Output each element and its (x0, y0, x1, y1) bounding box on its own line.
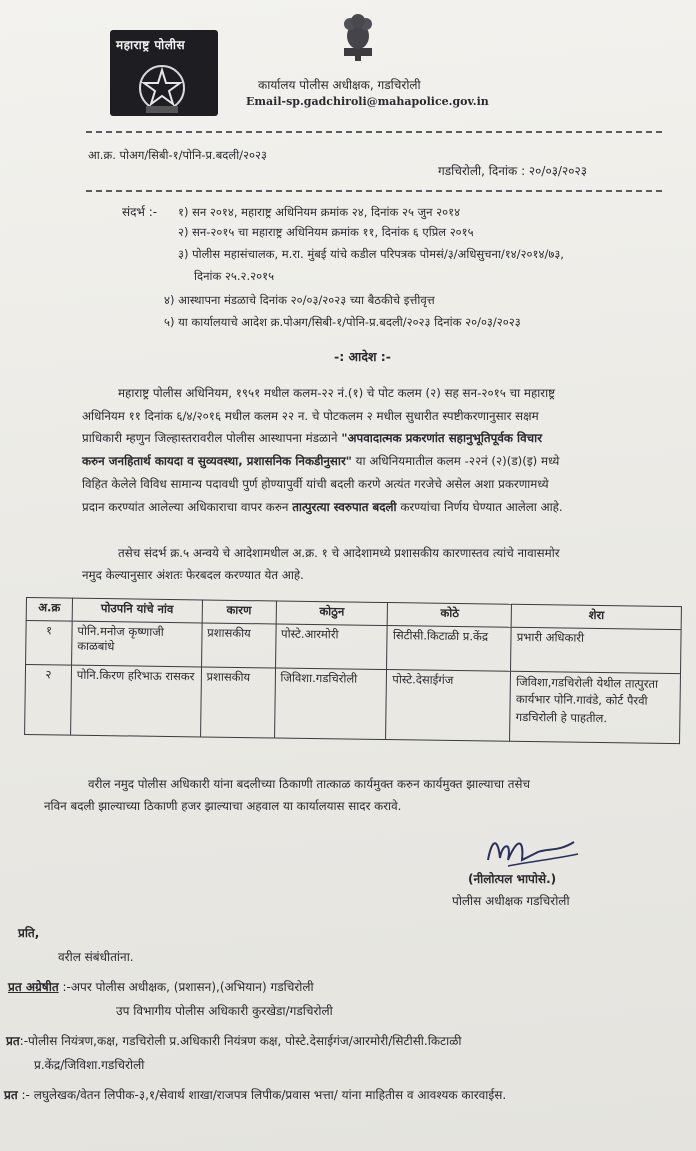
police-logo (110, 30, 218, 116)
header-divider (86, 131, 662, 133)
cc-line (8, 978, 314, 995)
reference-item: ४) आस्थापना मंडळाचे दिनांक २०/०३/२०२३ च्या बैठकीचे इत्तीवृत्त (164, 293, 435, 307)
table-cell: पोस्टे.आरमोरी (275, 624, 387, 670)
body-line: नमुद केल्यानुसार अंशतः फेरबदल करण्यात येत आहे. (82, 568, 304, 582)
table-cell: १ (26, 621, 73, 666)
signatory-designation: पोलीस अधीक्षक गडचिरोली (452, 894, 570, 908)
table-cell: प्रशासकीय (201, 623, 276, 668)
transfer-table (24, 597, 682, 744)
reference-item: २) सन-२०१५ चा महाराष्ट्र अधिनियम क्रमांक ११, दिनांक ६ एप्रिल २०१५ (178, 225, 474, 239)
reference-item: दिनांक २५.२.२०१५ (194, 269, 275, 283)
column-header: कोठे (388, 603, 512, 628)
table-cell: प्रभारी अधिकारी (511, 627, 681, 673)
police-star-icon (110, 30, 218, 116)
body-text: करण्यांचा निर्णय घेण्यात आलेला आहे. (396, 500, 563, 514)
header-divider-2 (86, 190, 662, 192)
reference-number: आ.क्र. पोअग/सिबी-१/पोनि-प्र.बदली/२०२३ (88, 148, 267, 162)
prati-label: प्रति, (18, 926, 40, 940)
cc-line-2: उप विभागीय पोलीस अधिकारी कुरखेडा/गडचिरोली (116, 1004, 333, 1018)
body-line: अधिनियम ११ दिनांक ६/४/२०१६ मधील कलम २२ न. चे पोटकलम २ मधील सुधारीत स्पष्टीकरणानुसार सक्षम (82, 409, 539, 423)
body-line (82, 453, 559, 469)
copy-line-2: प्र.केंद्र/जिविशा.गडचिरोली (34, 1058, 145, 1072)
column-header: कोठुन (276, 601, 388, 626)
copy-label: प्रत (6, 1034, 20, 1048)
table-cell: पोनि.किरण हरिभाऊ रासकर (71, 665, 202, 737)
body-line: तसेच संदर्भ क्र.५ अन्वये चे आदेशामधील अ.क्र. १ चे आदेशामध्ये प्रशासकीय कारणास्तव त्यांचे नावासमोर (118, 546, 560, 560)
table-cell: सिटीसी.किटाळी प्र.केंद्र (387, 626, 511, 672)
office-name: कार्यालय पोलीस अधीक्षक, गडचिरोली (258, 78, 421, 92)
column-header: पोउपनि यांचे नांव (72, 598, 202, 623)
body-emphasis: करुन जनहितार्थ कायदा व सुव्यवस्था, प्रशासनिक निकडीनुसार" (82, 454, 352, 468)
body-text: प्रदान करण्यांत आलेल्या अधिकाराचा वापर करुन (82, 500, 289, 514)
body-emphasis: "अपवादात्मक प्रकरणांत सहानुभूतिपूर्वक विचार (341, 431, 543, 445)
ashoka-emblem-icon (338, 12, 378, 62)
column-header: अ.क्र (26, 598, 72, 622)
table-row (25, 665, 681, 744)
copy-label-2: प्रत (4, 1088, 18, 1102)
table-cell: प्रशासकीय (200, 667, 275, 738)
copy-line-3 (4, 1086, 506, 1103)
body-line (82, 499, 563, 515)
signatory-name: (नीलोत्पल भापोसे.) (468, 872, 557, 886)
body-emphasis: तात्पुरत्या स्वरुपात बदली (292, 500, 397, 514)
table-cell: पोस्टे.देसाईगंज (386, 670, 511, 742)
signature-scribble (478, 830, 588, 874)
table-cell: २ (25, 665, 72, 736)
table-cell: जिविशा,गडचिरोली येथील तात्पुरता कार्यभार पोनि.गावंडे, कोर्ट पैरवी गडचिरोली हे पाहतील. (510, 671, 681, 743)
body-line: नविन बदली झाल्याच्या ठिकाणी हजर झाल्याचा अहवाल या कार्यालयास सादर करावे. (44, 799, 402, 813)
logo-title: महाराष्ट्र पोलीस (116, 38, 186, 52)
addressee: वरील संबंधीतांना. (58, 950, 134, 964)
body-line: विहित केलेले विविध सामान्य पदावधी पुर्ण होण्यापुर्वी यांची बदली करणे अत्यंत गरजेचे असेल अशा प्रकरणामध्ये (82, 477, 549, 491)
copy-text: :-पोलीस नियंत्रण,कक्ष, गडचिरोली प्र.अधिकारी नियंत्रण कक्ष, पोस्टे.देसाईगंज/आरमोरी/सिटीसी.किटाळी (19, 1034, 462, 1048)
table-cell: जिविशा.गडचिरोली (274, 668, 387, 740)
body-text: या अधिनियमातील कलम -२२नं (२)(ड)(इ) मध्ये (351, 454, 560, 468)
copy-line (6, 1032, 461, 1049)
office-email: Email-sp.gadchiroli@mahapolice.gov.in (246, 95, 489, 108)
reference-item: ५) या कार्यालयाचे आदेश क्र.पोअग/सिबी-१/पोनि-प्र.बदली/२०२३ दिनांक २०/०३/२०२३ (164, 315, 521, 329)
cc-text: :-अपर पोलीस अधीक्षक, (प्रशासन),(अभियान) गडचिरोली (62, 980, 314, 994)
references-label: संदर्भ :- (122, 205, 158, 219)
copy-text-2: :- लघुलेखक/वेतन लिपीक-३,१/सेवार्थ शाखा/राजपत्र लिपीक/प्रवास भत्ता/ यांना माहितीस व आवश्यक कारवाईस. (21, 1088, 507, 1102)
reference-item: ३) पोलीस महासंचालक, म.रा. मुंबई यांचे कडील परिपत्रक पोमसं/३/अधिसुचना/१४/२०१४/७३, (178, 247, 564, 261)
column-header: कारण (202, 600, 276, 624)
body-text: प्राधिकारी म्हणुन जिल्हास्तरावरील पोलीस आस्थापना मंडळाने (82, 431, 338, 445)
cc-label: प्रत अग्रेषीत (8, 980, 59, 994)
place-date: गडचिरोली, दिनांक : २०/०३/२०२३ (438, 164, 587, 178)
body-line: महाराष्ट्र पोलीस अधिनियम, १९५१ मधील कलम-२२ नं.(१) चे पोट कलम (२) सह सन-२०१५ चा महाराष्ट्र (118, 386, 556, 400)
reference-item: १) सन २०१४, महाराष्ट्र अधिनियम क्रमांक २४, दिनांक २५ जुन २०१४ (178, 205, 461, 219)
table-cell: पोनि.मनोज कृष्णाजी काळबांधे (71, 621, 201, 667)
body-line (82, 430, 542, 446)
column-header: शेरा (511, 604, 681, 629)
body-line: वरील नमुद पोलीस अधिकारी यांना बदलीच्या ठिकाणी तात्काळ कार्यमुक्त करुन कार्यमुक्त झाल्याचा तसेच (88, 777, 530, 791)
order-title: -: आदेश :- (334, 349, 391, 364)
